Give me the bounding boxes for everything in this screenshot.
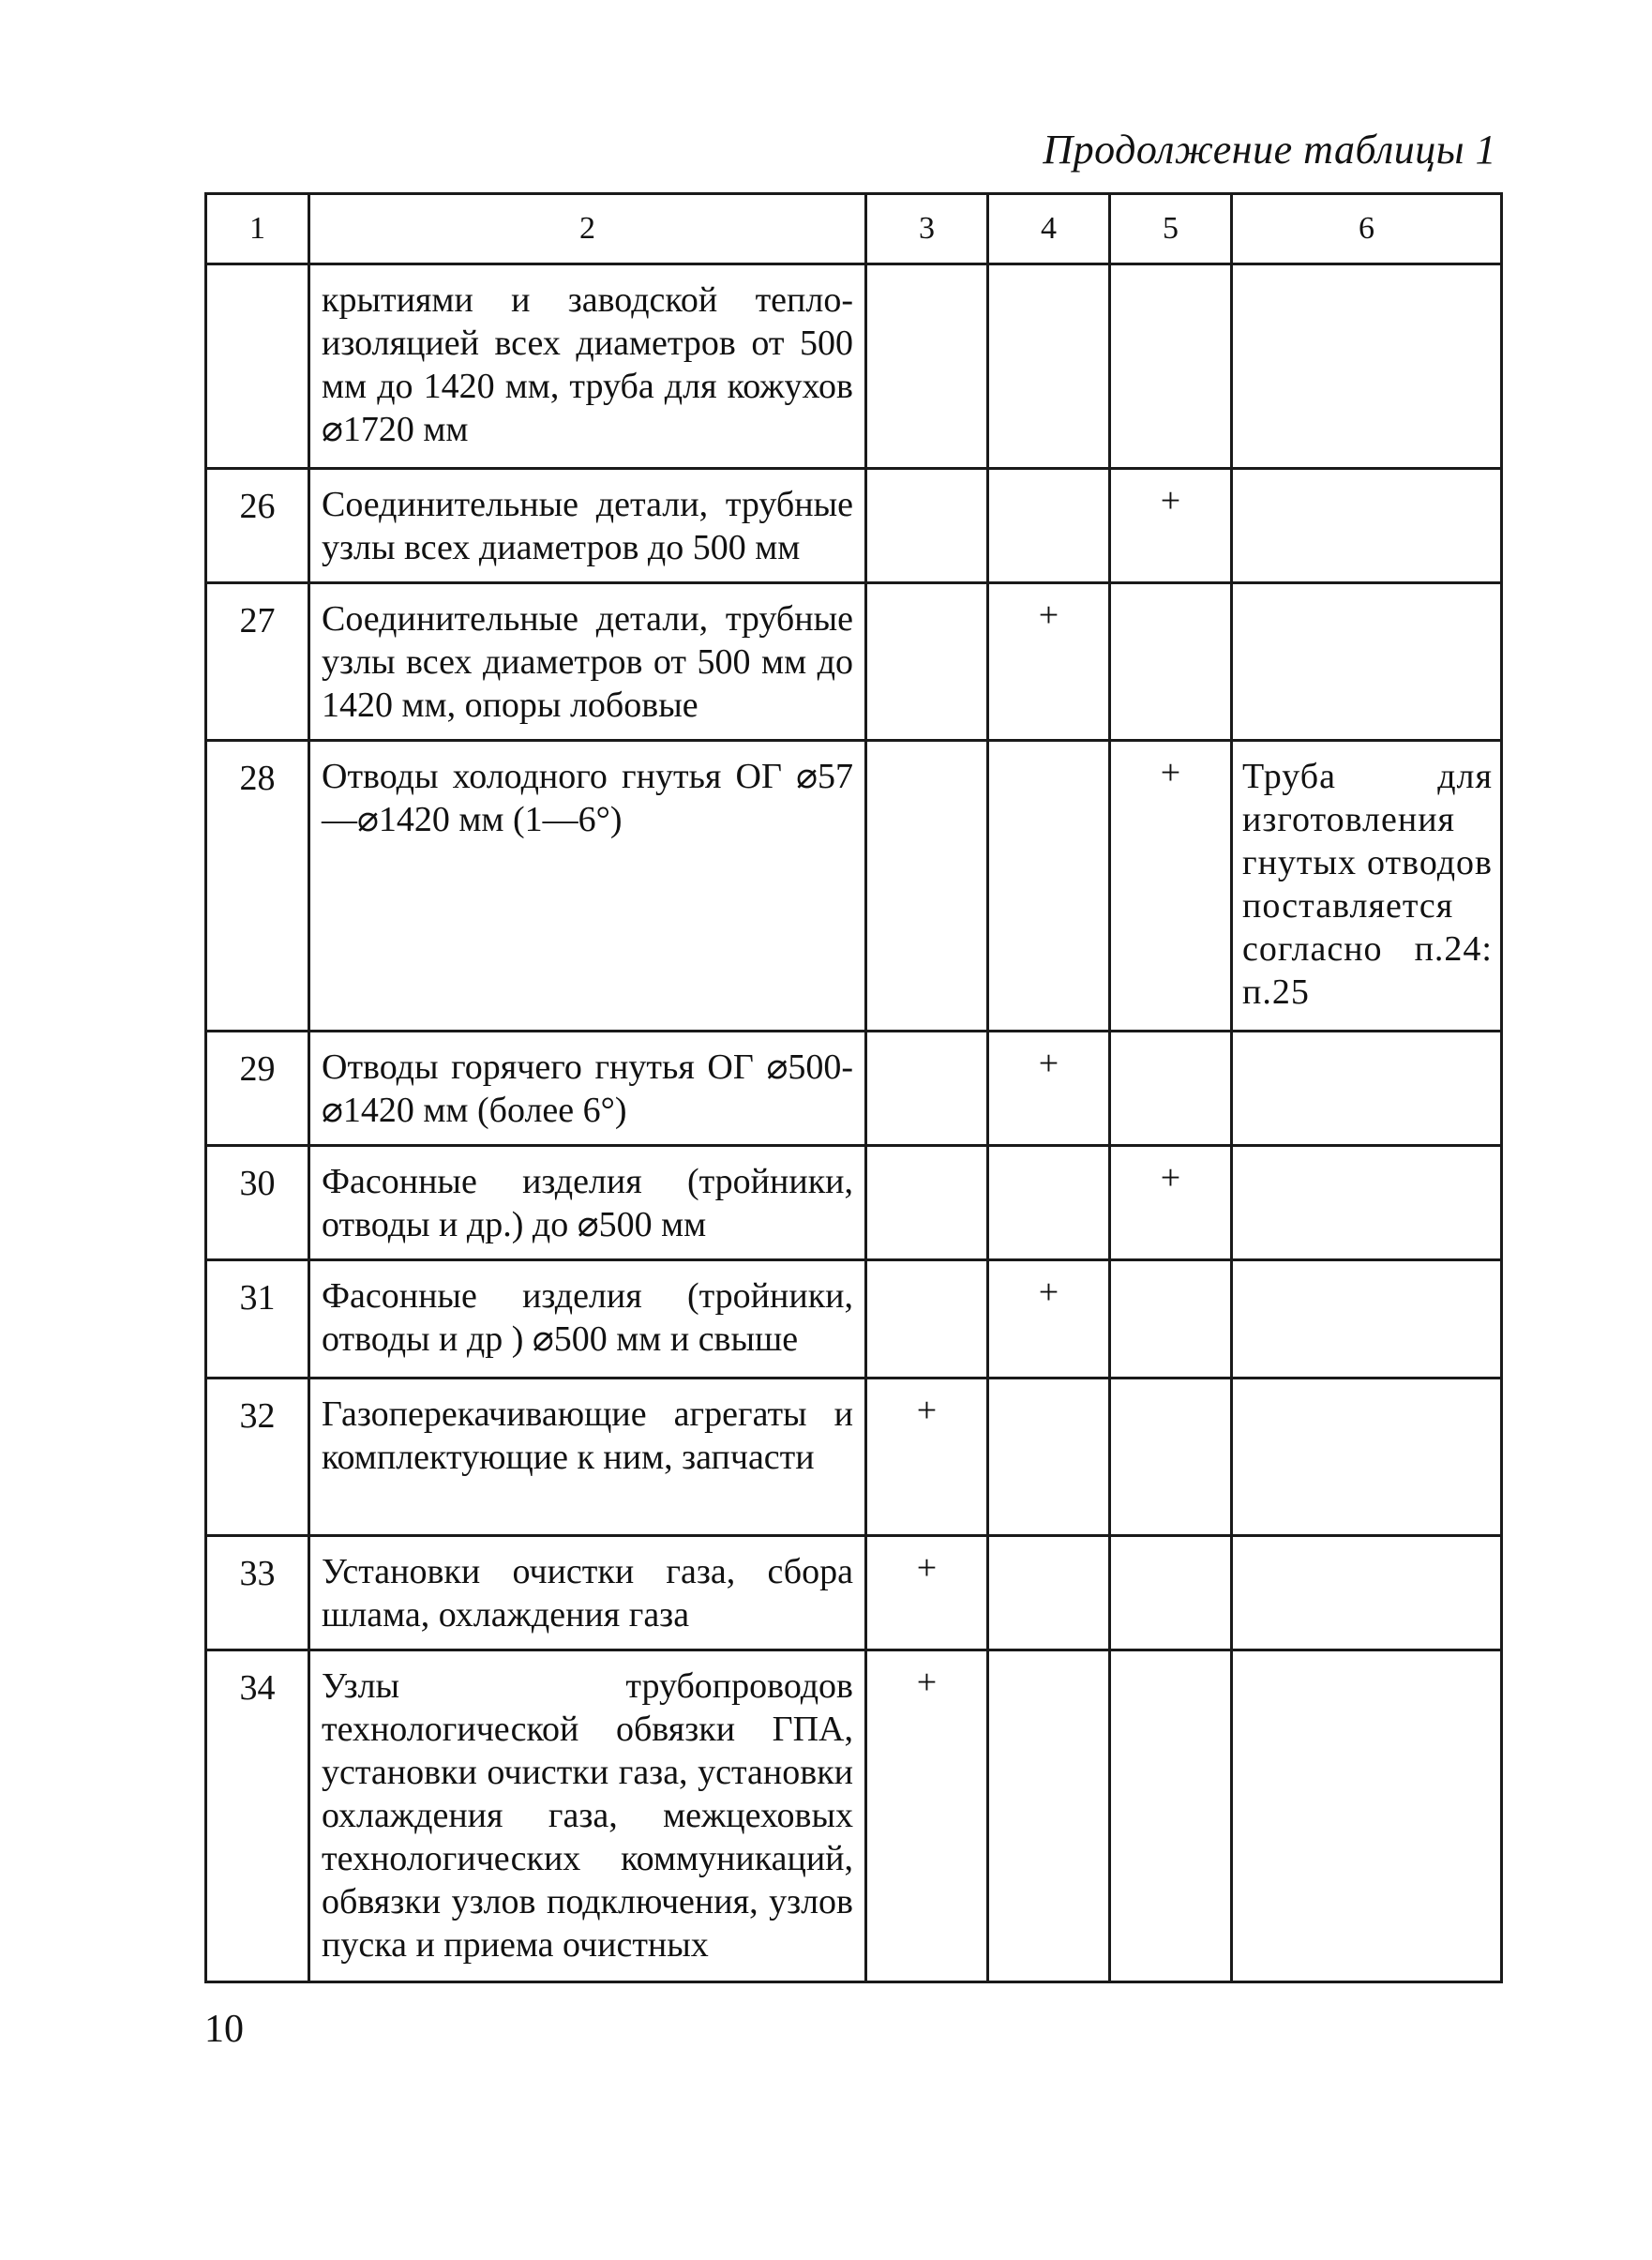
row-description: Узлы трубопроводов технологической обвязки ГПА, установки очистки газа, установки охлаждения газа, межцеховых технологических коммуникаций, обвязки узлов подключения, узлов пуска и приема очистных — [309, 1650, 866, 1982]
mark-col4 — [988, 1379, 1110, 1536]
row-description: Соединительные детали, трубные узлы всех диаметров до 500 мм — [309, 469, 866, 583]
table-row — [206, 469, 1502, 583]
mark-col4: + — [988, 1260, 1110, 1379]
table-row — [206, 583, 1502, 741]
mark-col5 — [1110, 1379, 1232, 1536]
row-description: Газоперекачивающие агрегаты и комплектующие к ним, запчасти — [309, 1379, 866, 1536]
header-cell: 5 — [1110, 194, 1232, 264]
mark-col4: + — [988, 1032, 1110, 1146]
header-cell: 6 — [1232, 194, 1502, 264]
mark-col4 — [988, 1146, 1110, 1260]
row-number: 32 — [206, 1379, 309, 1536]
header-cell: 2 — [309, 194, 866, 264]
row-note — [1232, 1379, 1502, 1536]
mark-col5 — [1110, 1260, 1232, 1379]
mark-col3: + — [866, 1536, 988, 1650]
mark-col5: + — [1110, 1146, 1232, 1260]
row-number — [206, 264, 309, 469]
mark-col4 — [988, 264, 1110, 469]
row-note — [1232, 1650, 1502, 1982]
row-note: Труба для изготовления гнутых отводов поставляется согласно п.24: п.25 — [1232, 741, 1502, 1032]
table-row — [206, 1260, 1502, 1379]
row-description: крытиями и заводской тепло-изоляцией всех диаметров от 500 мм до 1420 мм, труба для кожухов ⌀1720 мм — [309, 264, 866, 469]
mark-col3 — [866, 1260, 988, 1379]
row-number: 28 — [206, 741, 309, 1032]
table-row — [206, 1536, 1502, 1650]
header-cell: 1 — [206, 194, 309, 264]
header-row — [206, 194, 1502, 264]
page-number: 10 — [204, 2008, 244, 2051]
row-note — [1232, 1536, 1502, 1650]
mark-col4 — [988, 741, 1110, 1032]
mark-col5 — [1110, 1650, 1232, 1982]
row-note — [1232, 1032, 1502, 1146]
row-description: Отводы горячего гнутья ОГ ⌀500-⌀1420 мм (более 6°) — [309, 1032, 866, 1146]
mark-col5 — [1110, 1032, 1232, 1146]
row-note — [1232, 1146, 1502, 1260]
table-row — [206, 1146, 1502, 1260]
mark-col3 — [866, 469, 988, 583]
mark-col3 — [866, 1146, 988, 1260]
table-row — [206, 1032, 1502, 1146]
table-row — [206, 264, 1502, 469]
mark-col3 — [866, 741, 988, 1032]
row-description: Установки очистки газа, сбора шлама, охлаждения газа — [309, 1536, 866, 1650]
row-description: Отводы холодного гнутья ОГ ⌀57—⌀1420 мм (1—6°) — [309, 741, 866, 1032]
mark-col3 — [866, 583, 988, 741]
mark-col3: + — [866, 1650, 988, 1982]
header-cell: 3 — [866, 194, 988, 264]
specification-table — [204, 192, 1503, 1983]
table-caption: Продолжение таблицы 1 — [1043, 127, 1496, 173]
mark-col5: + — [1110, 741, 1232, 1032]
row-description: Фасонные изделия (тройники, отводы и др ) ⌀500 мм и свыше — [309, 1260, 866, 1379]
row-number: 30 — [206, 1146, 309, 1260]
mark-col4 — [988, 1650, 1110, 1982]
mark-col5 — [1110, 583, 1232, 741]
row-number: 29 — [206, 1032, 309, 1146]
mark-col3 — [866, 1032, 988, 1146]
mark-col4: + — [988, 583, 1110, 741]
row-description: Фасонные изделия (тройники, отводы и др.) до ⌀500 мм — [309, 1146, 866, 1260]
mark-col4 — [988, 469, 1110, 583]
mark-col3: + — [866, 1379, 988, 1536]
table-row — [206, 741, 1502, 1032]
mark-col5 — [1110, 1536, 1232, 1650]
row-number: 34 — [206, 1650, 309, 1982]
row-note — [1232, 469, 1502, 583]
table-row — [206, 1379, 1502, 1536]
row-number: 31 — [206, 1260, 309, 1379]
row-description: Соединительные детали, трубные узлы всех диаметров от 500 мм до 1420 мм, опоры лобовые — [309, 583, 866, 741]
row-note — [1232, 264, 1502, 469]
mark-col3 — [866, 264, 988, 469]
row-note — [1232, 1260, 1502, 1379]
row-number: 26 — [206, 469, 309, 583]
row-number: 33 — [206, 1536, 309, 1650]
header-cell: 4 — [988, 194, 1110, 264]
row-note — [1232, 583, 1502, 741]
table-row — [206, 1650, 1502, 1982]
mark-col4 — [988, 1536, 1110, 1650]
mark-col5: + — [1110, 469, 1232, 583]
row-number: 27 — [206, 583, 309, 741]
mark-col5 — [1110, 264, 1232, 469]
